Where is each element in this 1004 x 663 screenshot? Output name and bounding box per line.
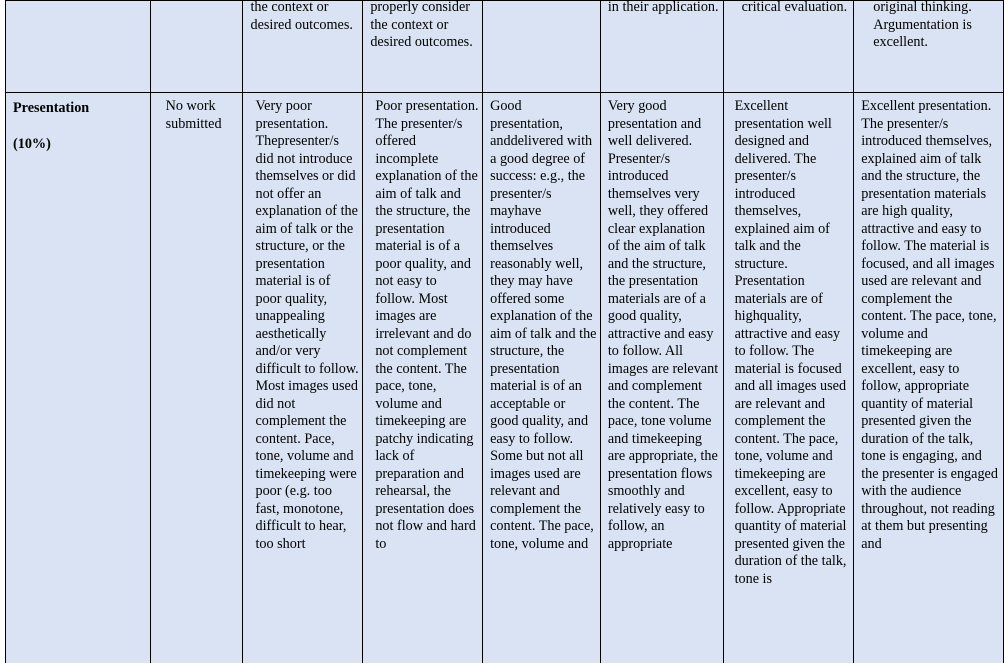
band-2-text: properly consider the context or desired outcomes. [370, 0, 473, 50]
band-2-text: Poor presentation. The presenter/s offered incomplete explanation of the aim of talk and the structure, the presentation material is of a poor quality, and not easy to follow. Most images are irrelevant and do not complement the content. The pace, tone, volume and timekeeping are patchy indicating lack of preparation and rehearsal, the presentation does not flow and hard to [375, 98, 479, 552]
band-4-cell [600, 1, 723, 93]
band-5-text: critical evaluation. [741, 0, 848, 15]
band-5-text: Excellent presentation well designed and delivered. The presenter/s introduced themselves, explained aim of talk and the structure. Presentation materials are of highquality, attractive and easy to follow. The material is focused and all images used are relevant and complement the content. The pace, tone, volume and timekeeping are excellent, easy to follow. Appropriate quantity of material presented given the duration of the talk, tone is [734, 98, 847, 587]
band-5-cell [723, 1, 854, 93]
no-work-text: No work submitted [165, 98, 222, 132]
criterion-title: Presentation [13, 100, 90, 116]
band-1-cell [243, 93, 363, 663]
table-row-previous-criterion [6, 1, 1004, 93]
band-1-cell [243, 1, 363, 93]
assessment-rubric-table [5, 0, 1004, 663]
band-6-cell [854, 93, 1004, 663]
table-row-presentation [6, 93, 1004, 663]
criterion-cell [6, 1, 151, 93]
no-work-cell [150, 1, 243, 93]
criterion-weight: (10%) [13, 135, 51, 152]
no-work-cell [150, 93, 243, 663]
band-6-cell [854, 1, 1004, 93]
band-2-cell [363, 1, 483, 93]
band-6-text: original thinking. Argumentation is excellent. [873, 0, 972, 50]
band-5-cell [723, 93, 854, 663]
band-3-text: Good presentation, anddelivered with a good degree of success: e.g., the presenter/s mayhave introduced themselves reasonably well, they may have offered some explanation of the aim of talk and the structure, the presentation material is of an acceptable or good quality, and easy to follow. Some but not all images used are relevant and complement the content. The pace, tone, volume and [490, 98, 597, 552]
band-4-text: Very good presentation and well delivered. Presenter/s introduced themselves very well, they offered clear explanation of the aim of talk and the structure, the presentation materials are of a good quality, attractive and easy to follow. All images are relevant and complement the content. The pace, tone volume and timekeeping are appropriate, the presentation flows smoothly and relatively easy to follow, an appropriate [607, 98, 719, 552]
band-3-cell [483, 93, 601, 663]
band-6-text: Excellent presentation. The presenter/s introduced themselves, explained aim of talk and the structure, the presentation materials are high quality, attractive and easy to follow. The material is focused, and all images used are relevant and complement the content. The pace, tone, volume and timekeeping are excellent, easy to follow, appropriate quantity of material presented given the duration of the talk, tone is engaging, and the presenter is engaged with the audience throughout, not reading at them but presenting and [861, 98, 998, 552]
band-1-text: Very poor presentation. Thepresenter/s did not introduce themselves or did not offer an explanation of the aim of talk or the structure, or the presentation material is of poor quality, unappealing aesthetically and/or very difficult to follow. Most images used did not complement the content. Pace, tone, volume and timekeeping were poor (e.g. too fast, monotone, difficult to hear, too short [255, 98, 359, 552]
band-1-text: the context or desired outcomes. [250, 0, 353, 33]
band-3-cell [483, 1, 601, 93]
band-4-cell [600, 93, 723, 663]
band-2-cell [363, 93, 483, 663]
band-4-text: in their application. [607, 0, 719, 15]
criterion-cell [6, 93, 151, 663]
